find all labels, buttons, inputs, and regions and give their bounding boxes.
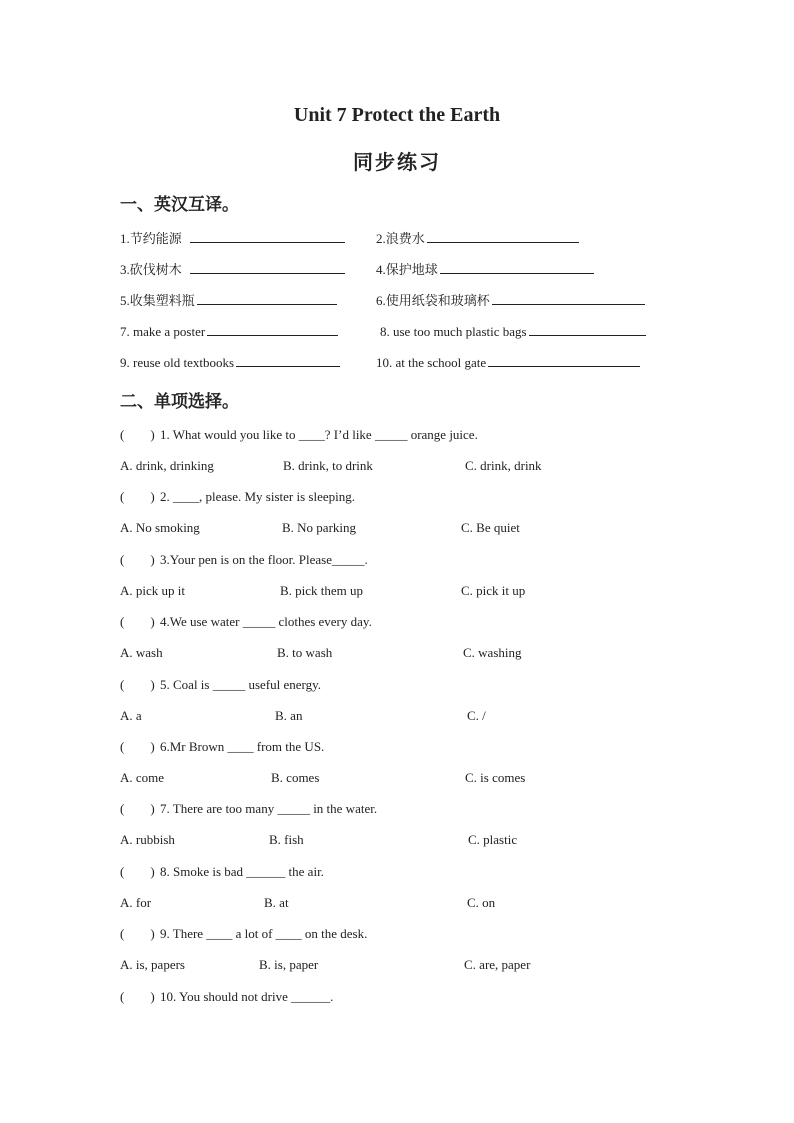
translation-item-left: 3.砍伐树木 (120, 259, 345, 280)
option-b[interactable]: B. to wash (277, 645, 333, 660)
question-row (0, 612, 794, 632)
answer-paren[interactable]: ( ) (120, 614, 155, 629)
translation-row (0, 321, 794, 341)
question-row (0, 737, 794, 757)
options-row (0, 955, 794, 975)
question-text: 10. You should not drive ______. (160, 989, 334, 1004)
options-row (0, 893, 794, 913)
question-text: 1. What would you like to ____? I’d like _____ orange juice. (160, 427, 478, 442)
translation-item-right: 4.保护地球 (376, 259, 594, 280)
question-row (0, 487, 794, 507)
translation-row (0, 259, 794, 279)
options-row (0, 706, 794, 726)
option-c[interactable]: C. pick it up (461, 583, 526, 598)
option-b[interactable]: B. pick them up (280, 583, 364, 598)
option-b[interactable]: B. an (275, 708, 303, 723)
option-c[interactable]: C. are, paper (464, 957, 531, 972)
answer-blank[interactable] (190, 259, 345, 274)
question-text: 3.Your pen is on the floor. Please_____. (160, 552, 368, 567)
translation-row (0, 352, 794, 372)
option-b[interactable]: B. at (264, 895, 289, 910)
option-a[interactable]: A. a (120, 708, 142, 723)
option-a[interactable]: A. pick up it (120, 583, 185, 598)
options-row (0, 518, 794, 538)
option-c[interactable]: C. on (467, 895, 496, 910)
option-c[interactable]: C. plastic (468, 832, 518, 847)
translation-item-left: 7. make a poster (120, 321, 338, 342)
question-row (0, 425, 794, 445)
translation-row (0, 228, 794, 248)
option-a[interactable]: A. drink, drinking (120, 458, 214, 473)
section2-heading: 二、单项选择。 (120, 392, 239, 412)
answer-blank[interactable] (197, 290, 337, 305)
options-row (0, 830, 794, 850)
option-b[interactable]: B. drink, to drink (283, 458, 373, 473)
page-subtitle: 同步练习 (353, 150, 441, 174)
answer-paren[interactable]: ( ) (120, 427, 155, 442)
question-row (0, 550, 794, 570)
answer-blank[interactable] (529, 321, 646, 336)
question-text: 6.Mr Brown ____ from the US. (160, 739, 325, 754)
answer-blank[interactable] (236, 352, 340, 367)
answer-paren[interactable]: ( ) (120, 739, 155, 754)
section1-heading: 一、英汉互译。 (120, 195, 239, 215)
page-title: Unit 7 Protect the Earth (293, 104, 501, 126)
question-row (0, 675, 794, 695)
option-c[interactable]: C. washing (463, 645, 522, 660)
options-row (0, 581, 794, 601)
option-b[interactable]: B. is, paper (259, 957, 319, 972)
translation-item-left: 1.节约能源 (120, 228, 345, 249)
answer-blank[interactable] (190, 228, 345, 243)
options-row (0, 768, 794, 788)
question-row (0, 987, 794, 1007)
option-c[interactable]: C. drink, drink (465, 458, 542, 473)
option-c[interactable]: C. / (467, 708, 486, 723)
option-b[interactable]: B. comes (271, 770, 320, 785)
question-text: 2. ____, please. My sister is sleeping. (160, 489, 355, 504)
translation-item-right: 6.使用纸袋和玻璃杯 (376, 290, 645, 311)
option-a[interactable]: A. wash (120, 645, 163, 660)
answer-paren[interactable]: ( ) (120, 552, 155, 567)
translation-item-left: 9. reuse old textbooks (120, 352, 340, 373)
answer-paren[interactable]: ( ) (120, 677, 155, 692)
question-text: 8. Smoke is bad ______ the air. (160, 864, 324, 879)
answer-blank[interactable] (492, 290, 645, 305)
answer-blank[interactable] (427, 228, 579, 243)
translation-item-left: 5.收集塑料瓶 (120, 290, 337, 311)
option-b[interactable]: B. No parking (282, 520, 357, 535)
options-row (0, 456, 794, 476)
translation-item-right: 10. at the school gate (376, 352, 640, 373)
question-row (0, 799, 794, 819)
option-a[interactable]: A. No smoking (120, 520, 200, 535)
options-row (0, 643, 794, 663)
option-c[interactable]: C. is comes (465, 770, 526, 785)
answer-paren[interactable]: ( ) (120, 489, 155, 504)
option-a[interactable]: A. come (120, 770, 165, 785)
answer-blank[interactable] (440, 259, 594, 274)
answer-paren[interactable]: ( ) (120, 864, 155, 879)
answer-paren[interactable]: ( ) (120, 801, 155, 816)
translation-row (0, 290, 794, 310)
option-a[interactable]: A. rubbish (120, 832, 175, 847)
answer-blank[interactable] (488, 352, 640, 367)
option-c[interactable]: C. Be quiet (461, 520, 520, 535)
question-text: 7. There are too many _____ in the water. (160, 801, 378, 816)
question-text: 9. There ____ a lot of ____ on the desk. (160, 926, 368, 941)
question-text: 4.We use water _____ clothes every day. (160, 614, 372, 629)
translation-item-right: 2.浪费水 (376, 228, 579, 249)
answer-blank[interactable] (207, 321, 338, 336)
question-row (0, 862, 794, 882)
answer-paren[interactable]: ( ) (120, 926, 155, 941)
question-text: 5. Coal is _____ useful energy. (160, 677, 322, 692)
answer-paren[interactable]: ( ) (120, 989, 155, 1004)
option-a[interactable]: A. is, papers (120, 957, 185, 972)
translation-item-right: 8. use too much plastic bags (380, 321, 646, 342)
question-row (0, 924, 794, 944)
option-a[interactable]: A. for (120, 895, 152, 910)
option-b[interactable]: B. fish (269, 832, 304, 847)
